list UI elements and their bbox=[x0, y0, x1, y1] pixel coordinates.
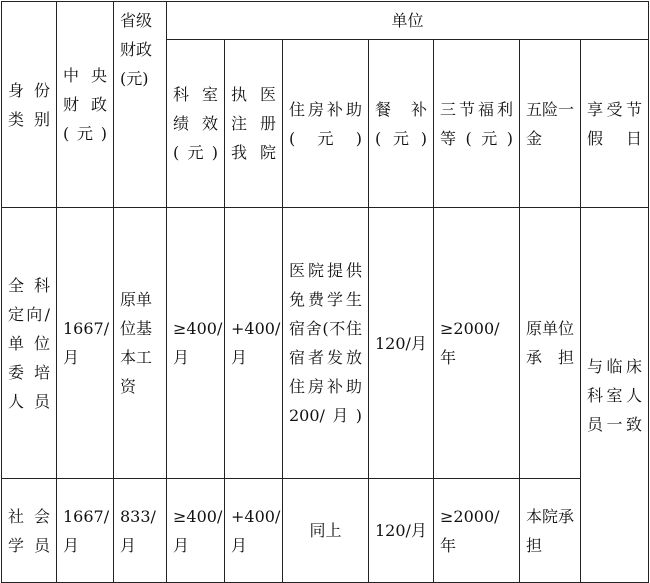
cell-identity: 全科定向/单位委培人员 bbox=[2, 208, 57, 479]
header-social-insurance: 五险一金 bbox=[520, 40, 581, 208]
header-housing-subsidy: 住房补助(元) bbox=[283, 40, 369, 208]
header-department-performance: 科室绩效(元) bbox=[167, 40, 225, 208]
benefits-table bbox=[1, 1, 649, 583]
header-holiday-welfare: 三节福利等(元) bbox=[434, 40, 520, 208]
cell-holidays: 与临床科室人员一致 bbox=[581, 208, 649, 583]
header-identity: 身份类别 bbox=[2, 2, 57, 208]
cell-holiday-welfare: ≥2000/年 bbox=[434, 208, 520, 479]
cell-social-insurance: 本院承担 bbox=[520, 479, 581, 583]
header-central-finance: 中央财政(元) bbox=[57, 2, 114, 208]
cell-central-finance: 1667/月 bbox=[57, 479, 114, 583]
table-row bbox=[2, 208, 649, 479]
table-row bbox=[2, 479, 649, 583]
cell-holiday-welfare: ≥2000/年 bbox=[434, 479, 520, 583]
cell-central-finance: 1667/月 bbox=[57, 208, 114, 479]
header-holidays: 享受节假日 bbox=[581, 40, 649, 208]
cell-provincial-finance: 原单位基本工资 bbox=[114, 208, 167, 479]
cell-housing-subsidy: 同上 bbox=[283, 479, 369, 583]
header-provincial-finance: 省级财政(元) bbox=[114, 2, 167, 208]
header-row-group bbox=[2, 2, 649, 40]
cell-license-registration: +400/月 bbox=[225, 208, 283, 479]
cell-meal-subsidy: 120/月 bbox=[369, 479, 434, 583]
cell-housing-subsidy: 医院提供免费学生宿舍(不住宿者发放住房补助200/月) bbox=[283, 208, 369, 479]
header-meal-subsidy: 餐补(元) bbox=[369, 40, 434, 208]
header-unit-group: 单位 bbox=[167, 2, 649, 40]
cell-identity: 社会学员 bbox=[2, 479, 57, 583]
cell-license-registration: +400/月 bbox=[225, 479, 283, 583]
cell-provincial-finance: 833/月 bbox=[114, 479, 167, 583]
cell-meal-subsidy: 120/月 bbox=[369, 208, 434, 479]
header-license-registration: 执医注册我院 bbox=[225, 40, 283, 208]
cell-department-performance: ≥400/月 bbox=[167, 208, 225, 479]
cell-department-performance: ≥400/月 bbox=[167, 479, 225, 583]
cell-social-insurance: 原单位承担 bbox=[520, 208, 581, 479]
